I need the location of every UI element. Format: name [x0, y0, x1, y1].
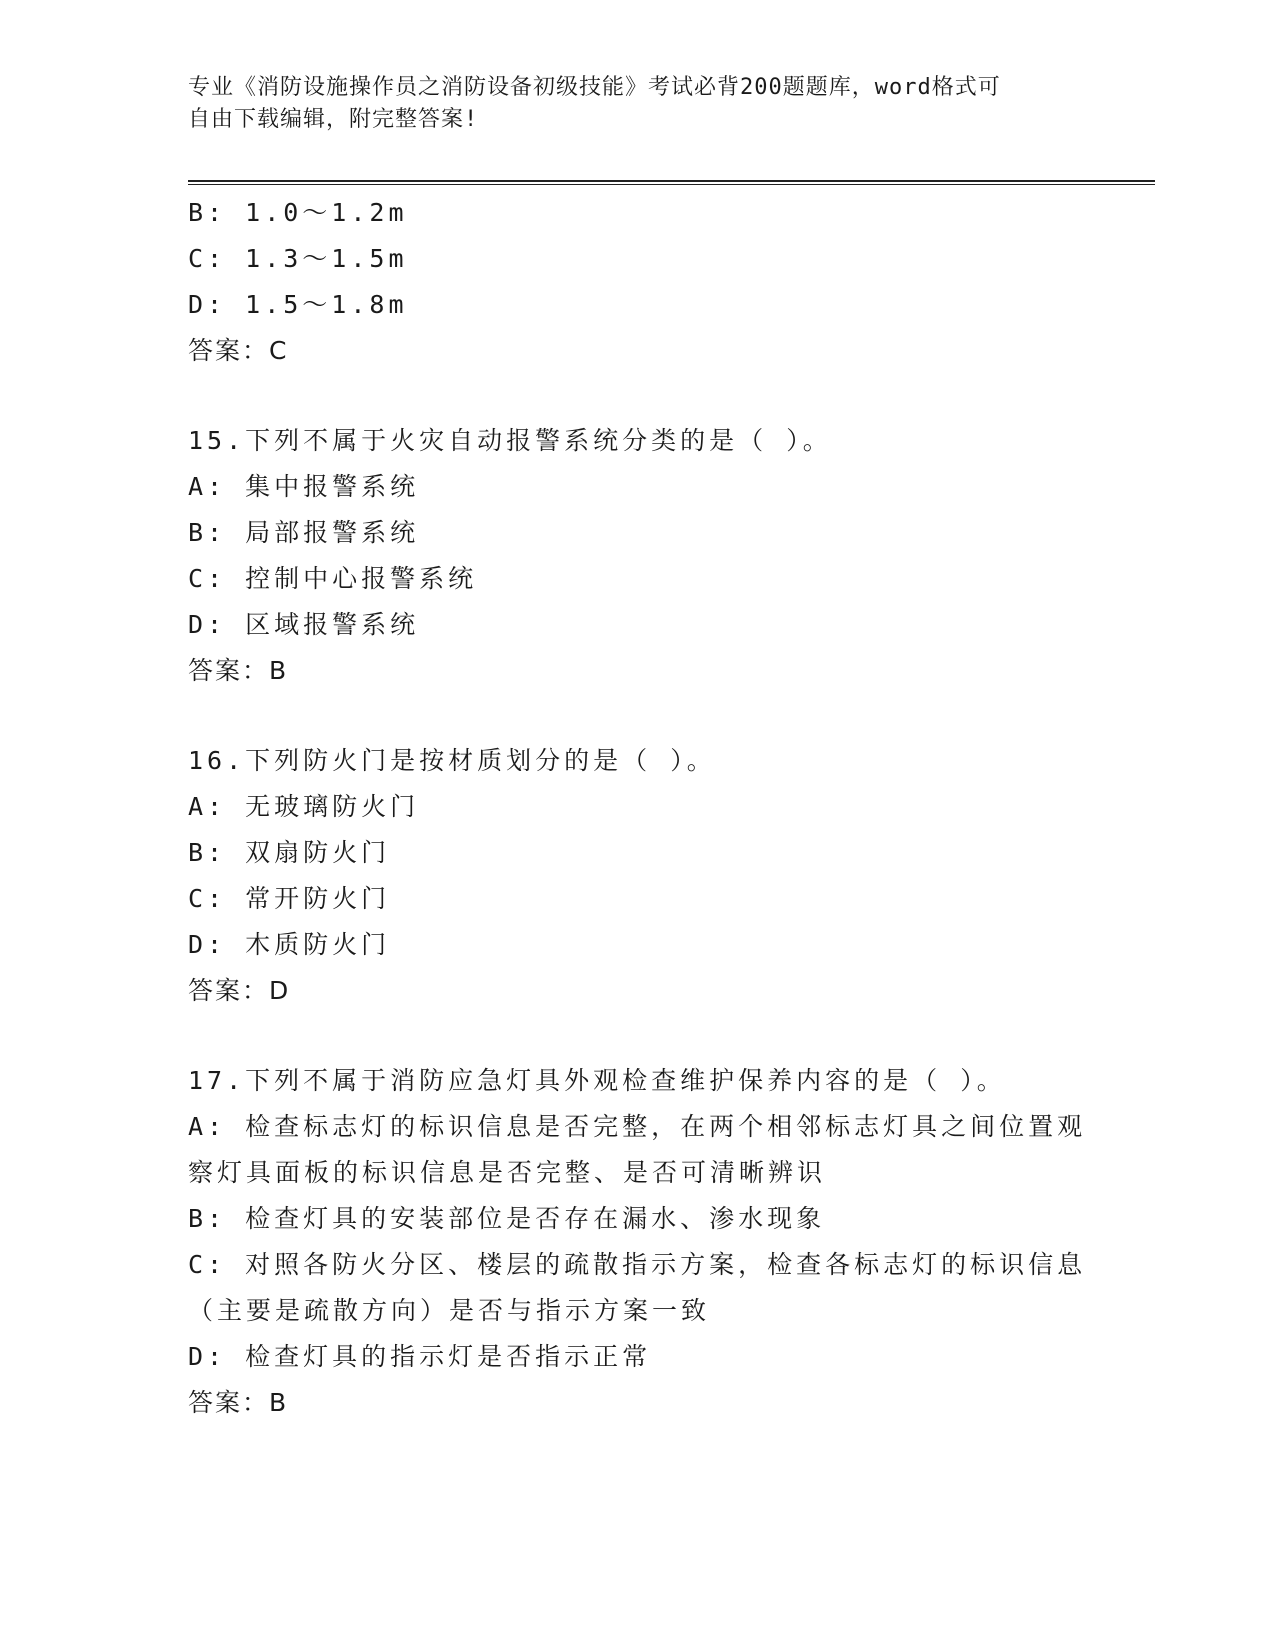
spacer — [188, 374, 1088, 418]
option-a: A: 集中报警系统 — [188, 472, 420, 501]
option-c: C: 1.3～1.5m — [188, 244, 408, 273]
option-d: D: 1.5～1.8m — [188, 290, 408, 319]
header-divider-thin — [188, 184, 1155, 185]
question-stem: 15.下列不属于火灾自动报警系统分类的是（ ）。 — [188, 426, 832, 455]
answer-label: 答案：D — [188, 976, 291, 1005]
option-d: D: 区域报警系统 — [188, 610, 420, 639]
question-stem: 17.下列不属于消防应急灯具外观检查维护保养内容的是（ ）。 — [188, 1066, 1006, 1095]
option-a: A: 检查标志灯的标识信息是否完整，在两个相邻标志灯具之间位置观 — [188, 1112, 1087, 1141]
question-16 — [188, 738, 1088, 1014]
question-15 — [188, 418, 1088, 694]
option-c-continued: （主要是疏散方向）是否与指示方案一致 — [188, 1296, 711, 1325]
answer-label: 答案：B — [188, 1388, 289, 1417]
option-b: B: 检查灯具的安装部位是否存在漏水、渗水现象 — [188, 1204, 826, 1233]
answer-label: 答案：B — [188, 656, 289, 685]
option-a: A: 无玻璃防火门 — [188, 792, 420, 821]
spacer — [188, 694, 1088, 738]
option-c: C: 控制中心报警系统 — [188, 564, 478, 593]
option-c: C: 常开防火门 — [188, 884, 391, 913]
document-header — [188, 72, 1068, 136]
header-divider-thick — [188, 180, 1155, 182]
option-a-continued: 察灯具面板的标识信息是否完整、是否可清晰辨识 — [188, 1158, 827, 1187]
question-17 — [188, 1058, 1088, 1426]
question-list — [188, 190, 1088, 1426]
spacer — [188, 1014, 1088, 1058]
option-c: C: 对照各防火分区、楼层的疏散指示方案，检查各标志灯的标识信息 — [188, 1250, 1087, 1279]
option-b: B: 双扇防火门 — [188, 838, 391, 867]
answer-label: 答案：C — [188, 336, 289, 365]
option-b: B: 1.0～1.2m — [188, 198, 408, 227]
option-d: D: 检查灯具的指示灯是否指示正常 — [188, 1342, 652, 1371]
previous-question-tail — [188, 190, 1088, 374]
header-line-2: 自由下载编辑，附完整答案! — [188, 107, 479, 132]
option-b: B: 局部报警系统 — [188, 518, 420, 547]
header-line-1: 专业《消防设施操作员之消防设备初级技能》考试必背200题题库，word格式可 — [188, 75, 1001, 100]
option-d: D: 木质防火门 — [188, 930, 391, 959]
question-stem: 16.下列防火门是按材质划分的是（ ）。 — [188, 746, 716, 775]
